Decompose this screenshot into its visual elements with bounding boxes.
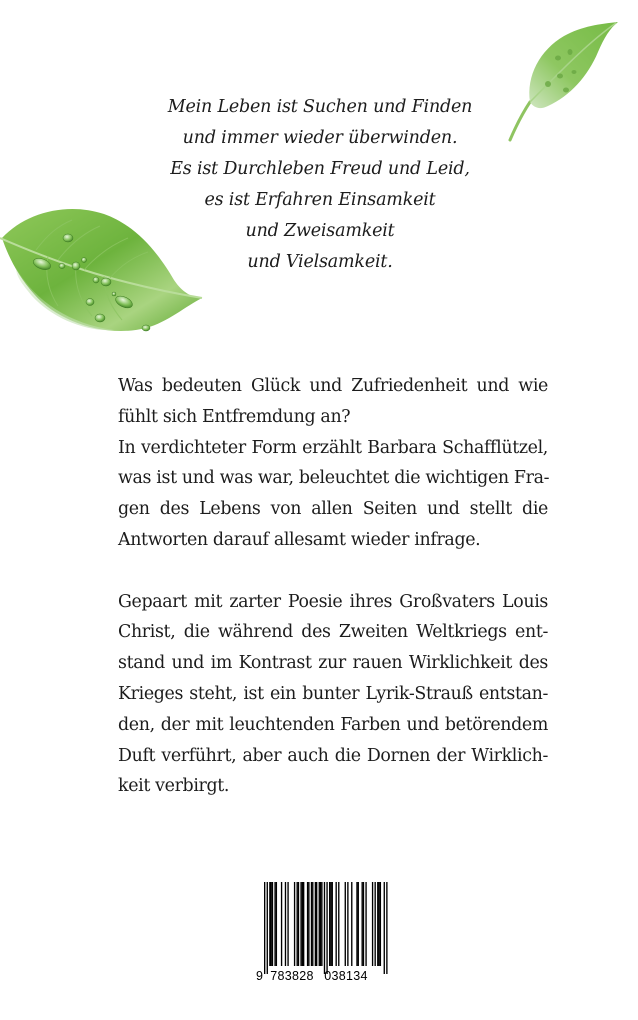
poem-line: es ist Erfahren Einsamkeit xyxy=(204,190,436,210)
barcode-right-digits: 038134 xyxy=(324,969,368,983)
blurb-line: In verdichteter Form erzählt Barbara Schafflützel, xyxy=(118,437,548,458)
blurb-line: Christ, die während des Zweiten Weltkriegs ent- xyxy=(118,622,548,643)
blurb-line: Antworten darauf allesamt wieder infrage. xyxy=(118,529,481,550)
blurb-line: den, der mit leuchtenden Farben und betörendem xyxy=(118,714,548,735)
poem xyxy=(120,92,520,278)
blurb-line: Krieges steht, ist ein bunter Lyrik-Strauß entstan- xyxy=(118,683,548,704)
poem-line: und immer wieder überwinden. xyxy=(182,128,458,148)
blurb-line: was ist und was war, beleuchtet die wichtigen Fra- xyxy=(118,468,550,489)
blurb-line: Duft verführt, aber auch die Dornen der Wirklich- xyxy=(118,745,548,766)
paragraph-gap xyxy=(118,556,548,587)
blurb-line: Gepaart mit zarter Poesie ihres Großvaters Louis xyxy=(118,591,548,612)
poem-line: Es ist Durchleben Freud und Leid, xyxy=(170,159,470,179)
poem-line: und Vielsamkeit. xyxy=(247,252,393,272)
blurb-paragraph-2 xyxy=(118,587,548,803)
barcode-first-digit: 9 xyxy=(256,969,263,983)
poem-line: und Zweisamkeit xyxy=(245,221,395,241)
blurb-line: gen des Lebens von allen Seiten und stellt die xyxy=(118,499,548,520)
blurb-paragraph-1 xyxy=(118,371,548,556)
isbn-barcode xyxy=(252,880,388,984)
barcode-left-digits: 783828 xyxy=(270,969,314,983)
blurb-line: fühlt sich Entfremdung an? xyxy=(118,406,351,427)
blurb xyxy=(118,371,548,802)
blurb-line: keit verbirgt. xyxy=(118,776,230,797)
blurb-line: stand und im Kontrast zur rauen Wirklichkeit des xyxy=(118,653,548,674)
blurb-line: Was bedeuten Glück und Zufriedenheit und wie xyxy=(118,376,548,396)
poem-line: Mein Leben ist Suchen und Finden xyxy=(167,97,473,117)
barcode-icon xyxy=(252,880,388,984)
